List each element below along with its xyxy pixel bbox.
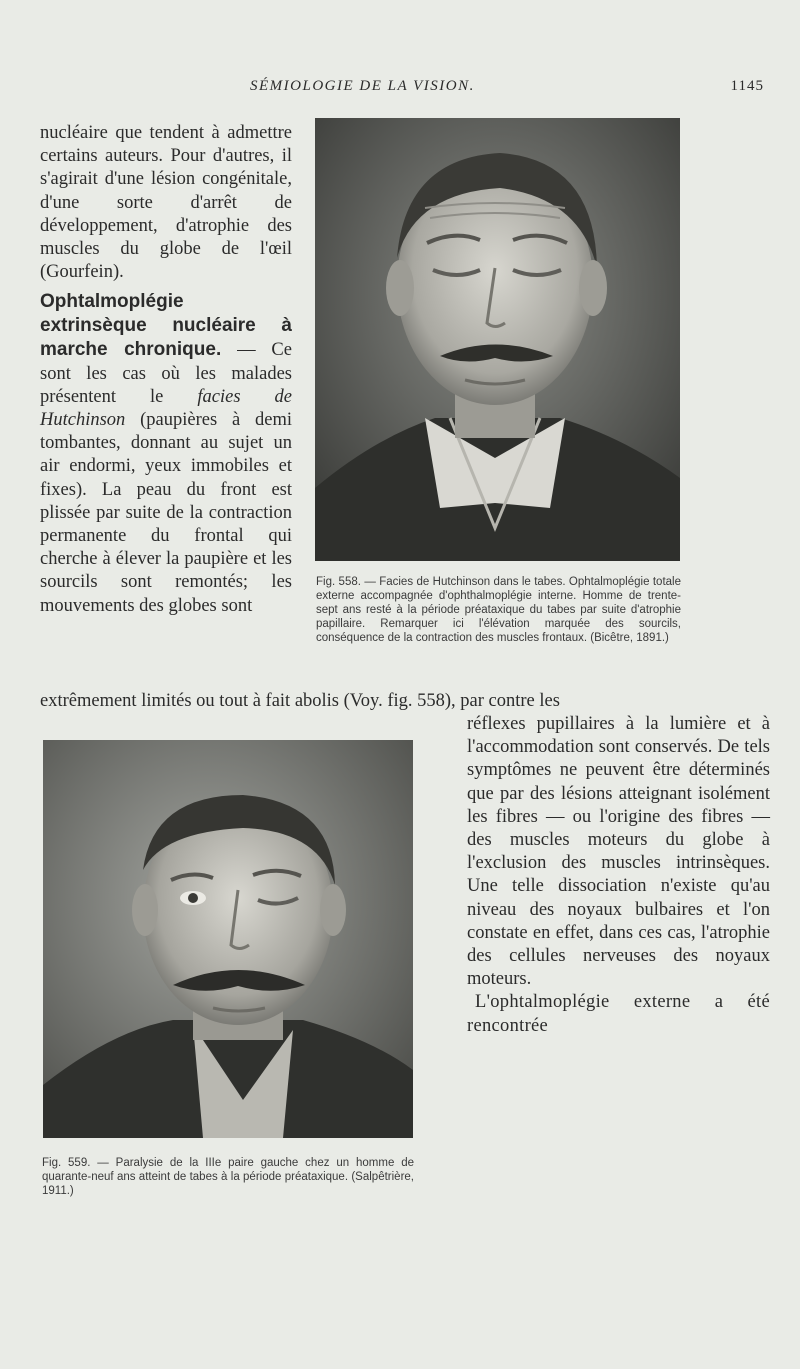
right-column-text: réflexes pupillaires à la lumière et à l'accommodation sont conservés. De tels symptômes ne peuvent être déterminés que par des lésions atteignant isolément les fibres — ou l'origine des fibres — des muscles moteurs du globe à l'exclusion des muscles intrinsèques. Une telle dissociation n'existe qu'au niveau des noyaux bulbaires et l'on constate en effet, dans ces cas, l'atrophie des cellules nerveuses des noyaux moteurs. <box>467 714 770 990</box>
figure-559-label: Fig. 559. <box>42 1157 91 1169</box>
full-width-line: extrêmement limités ou tout à fait abolis (Voy. fig. 558), par contre les <box>40 691 560 711</box>
section-body-rest: (paupières à demi tombantes, donnant au sujet un air endormi, yeux immobiles et fixes). La peau du front est plissée par suite de la contraction permanente du frontal qui cherche à élever la paupière et les sourcils sont remontés; les mouvements des globes sont <box>40 410 292 616</box>
facies-hutchinson-term: facies de Hutchinson <box>40 386 292 431</box>
figure-558-photo <box>315 118 680 561</box>
section-heading: Ophtalmoplégie extrinsèque nucléaire à marche chronique. <box>40 291 292 361</box>
section-body-intro: — Ce sont les cas où les malades présentent le <box>40 340 292 407</box>
right-column-tail: L'ophtalmoplégie externe a été rencontrée <box>467 992 770 1036</box>
figure-559-caption <box>42 1156 414 1198</box>
paragraph-top <box>40 122 292 284</box>
paragraph-top-text: nucléaire que tendent à admettre certains auteurs. Pour d'autres, il s'agirait d'une lésion congénitale, d'une sorte d'arrêt de développement, d'atrophie des muscles du globe de l'œil (Gourfein). <box>40 123 292 283</box>
figure-558-caption-text: — Facies de Hutchinson dans le tabes. Ophtalmoplégie totale externe accompagnée d'ophthalmoplégie interne. Homme de trente-sept ans resté à la période préataxique du tabes par suite d'atrophie papillaire. Remarquer ici l'élévation marquée des sourcils, conséquence de la contraction des muscles frontaux. (Bicêtre, 1891.) <box>316 576 681 644</box>
figure-558-caption <box>316 575 681 645</box>
portrait-hutchinson-facies <box>315 118 680 561</box>
figure-558-label: Fig. 558. <box>316 576 361 588</box>
figure-559-photo <box>43 740 413 1138</box>
portrait-third-nerve-palsy <box>43 740 413 1138</box>
section-paragraph <box>40 290 292 618</box>
running-head-title: SÉMIOLOGIE DE LA VISION. <box>250 78 475 94</box>
page-number: 1145 <box>730 78 764 94</box>
section-chronic-nuclear <box>40 290 292 618</box>
running-head <box>0 78 800 102</box>
figure-559-caption-text: — Paralysie de la IIIe paire gauche chez un homme de quarante-neuf ans atteint de tabes à la période préataxique. (Salpêtrière, 1911.) <box>42 1157 414 1197</box>
right-column <box>467 713 770 1038</box>
